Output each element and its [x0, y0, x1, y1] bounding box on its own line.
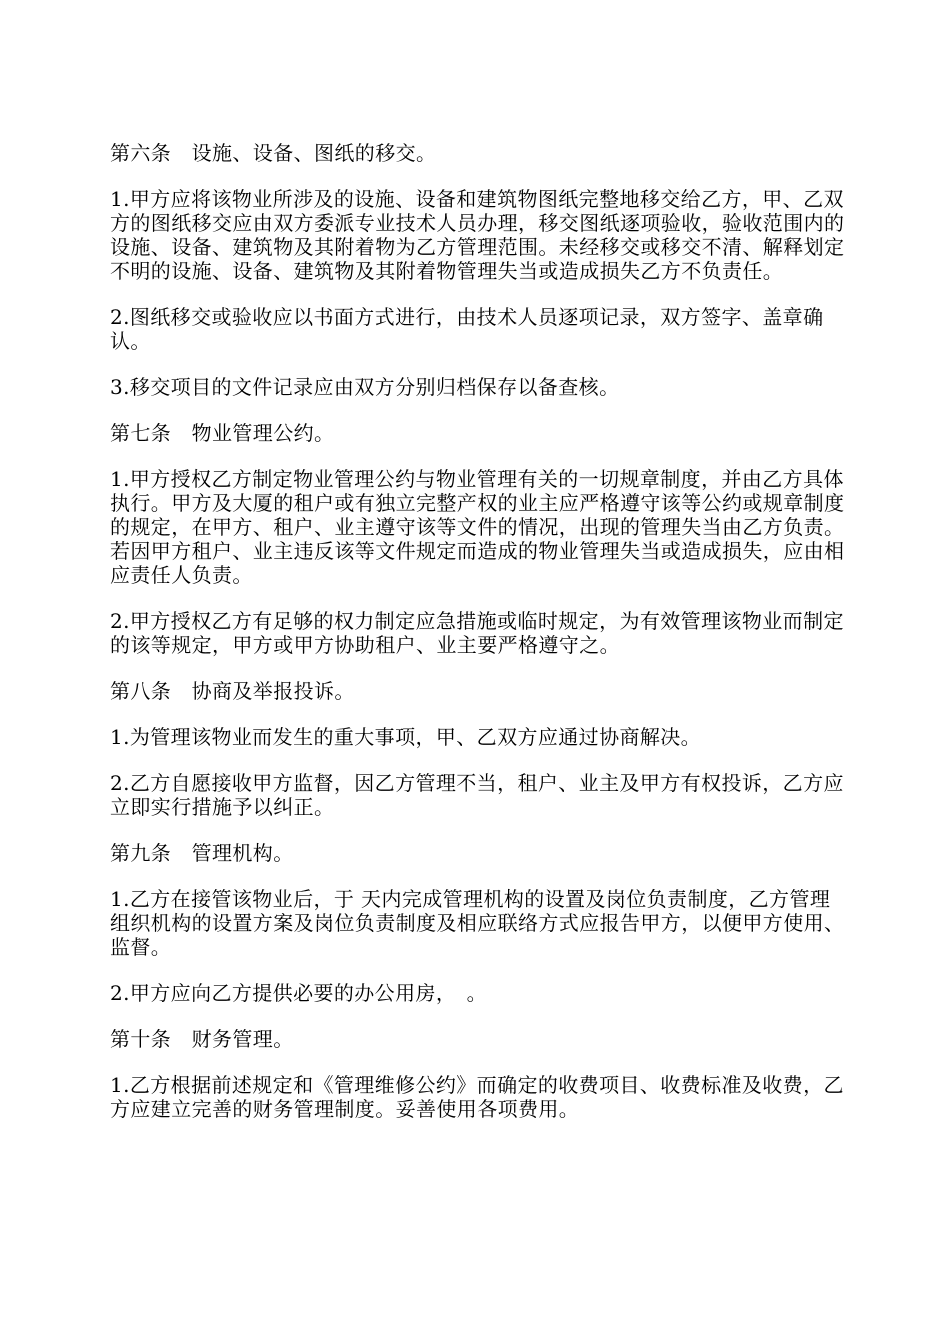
section-article-10	[110, 1027, 850, 1121]
article-paragraph: 2.甲方授权乙方有足够的权力制定应急措施或临时规定，为有效管理该物业而制定的该等规定，甲方或甲方协助租户、业主要严格遵守之。	[110, 609, 844, 657]
section-article-7	[110, 421, 850, 657]
section-article-6	[110, 141, 850, 399]
article-paragraph: 1.甲方应将该物业所涉及的设施、设备和建筑物图纸完整地移交给乙方，甲、乙双方的图纸移交应由双方委派专业技术人员办理，移交图纸逐项验收，验收范围内的设施、设备、建筑物及其附着物为乙方管理范围。未经移交或移交不清、解释划定不明的设施、设备、建筑物及其附着物管理失当或造成损失乙方不负责任。	[110, 187, 845, 283]
section-article-9	[110, 841, 850, 1005]
article-heading: 第六条 设施、设备、图纸的移交。	[110, 141, 437, 165]
article-heading: 第七条 物业管理公约。	[110, 421, 335, 445]
article-heading: 第十条 财务管理。	[110, 1027, 294, 1051]
article-paragraph: 1.乙方根据前述规定和《管理维修公约》而确定的收费项目、收费标准及收费，乙方应建立完善的财务管理制度。妥善使用各项费用。	[110, 1073, 844, 1121]
article-paragraph: 1.甲方授权乙方制定物业管理公约与物业管理有关的一切规章制度，并由乙方具体执行。甲方及大厦的租户或有独立完整产权的业主应严格遵守该等公约或规章制度的规定，在甲方、租户、业主遵守该等文件的情况，出现的管理失当由乙方负责。若因甲方租户、业主违反该等文件规定而造成的物业管理失当或造成损失，应由相应责任人负责。	[110, 467, 845, 587]
article-heading: 第八条 协商及举报投诉。	[110, 679, 355, 703]
document-body	[110, 141, 850, 1143]
section-article-8	[110, 679, 850, 819]
article-heading: 第九条 管理机构。	[110, 841, 294, 865]
article-paragraph: 3.移交项目的文件记录应由双方分别归档保存以备查核。	[110, 375, 620, 399]
article-paragraph: 2.乙方自愿接收甲方监督，因乙方管理不当，租户、业主及甲方有权投诉，乙方应立即实行措施予以纠正。	[110, 771, 844, 819]
article-paragraph: 2.图纸移交或验收应以书面方式进行，由技术人员逐项记录，双方签字、盖章确认。	[110, 305, 824, 353]
article-paragraph: 2.甲方应向乙方提供必要的办公用房， 。	[110, 981, 488, 1005]
article-paragraph: 1.乙方在接管该物业后，于 天内完成管理机构的设置及岗位负责制度，乙方管理组织机构的设置方案及岗位负责制度及相应联络方式应报告甲方，以便甲方使用、监督。	[110, 887, 845, 959]
article-paragraph: 1.为管理该物业而发生的重大事项，甲、乙双方应通过协商解决。	[110, 725, 702, 749]
